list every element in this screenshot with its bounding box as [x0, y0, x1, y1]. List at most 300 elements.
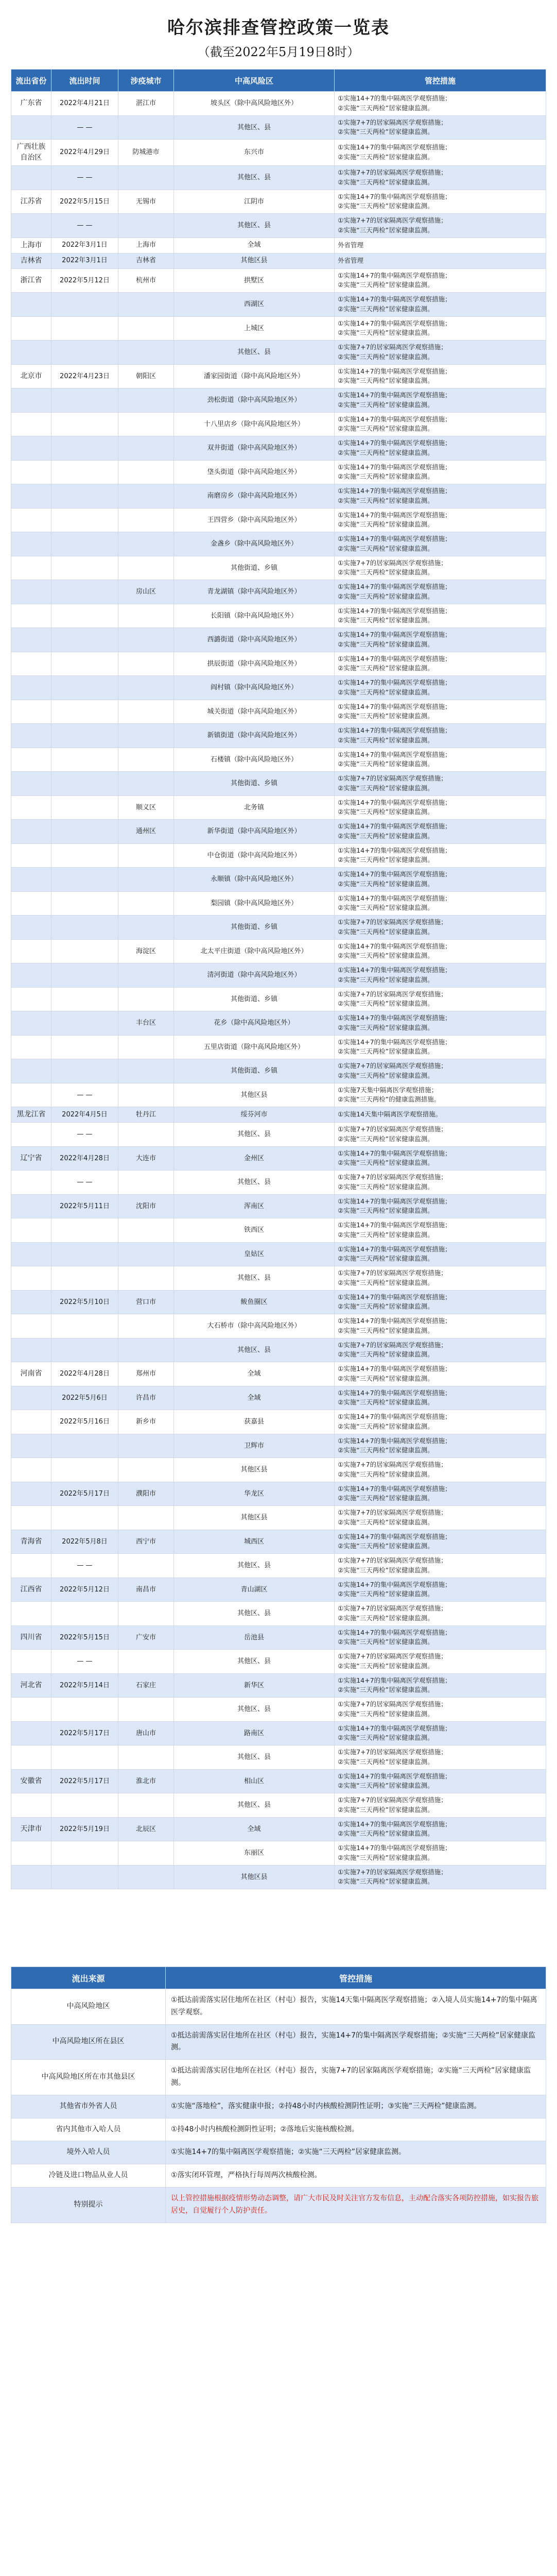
city-cell — [118, 1123, 174, 1147]
city-cell — [118, 1865, 174, 1889]
table2-body — [11, 1989, 546, 2223]
province-cell — [11, 604, 51, 628]
province-cell: 青海省 — [11, 1530, 51, 1554]
measures-cell: ①实施14+7的集中隔离医学观察措施； ②实施“三天两检”居家健康监测。 — [335, 795, 546, 820]
measures-cell: ①实施14+7的集中隔离医学观察措施； ②实施“三天两检”居家健康监测。 — [335, 1386, 546, 1410]
area-cell: 青山湖区 — [174, 1578, 335, 1602]
table-row — [11, 1083, 546, 1107]
table-row — [11, 868, 546, 892]
city-cell — [118, 1793, 174, 1818]
date-cell — [51, 820, 118, 844]
source-row — [11, 2164, 546, 2188]
date-cell: 2022年5月17日 — [51, 1482, 118, 1506]
province-cell — [11, 1290, 51, 1314]
measures-cell: ①实施14+7的集中隔离医学观察措施； ②实施“三天两检”居家健康监测。 — [335, 92, 546, 116]
measures-cell: ①实施14+7的集中隔离医学观察措施； ②实施“三天两检”居家健康监测。 — [335, 820, 546, 844]
city-cell — [118, 1458, 174, 1482]
area-cell: 全域 — [174, 1362, 335, 1386]
city-cell: 石家庄 — [118, 1673, 174, 1698]
table-row — [11, 1841, 546, 1866]
table-row — [11, 700, 546, 724]
measures-cell: ①实施7+7的居家隔离医学观察措施； ②实施“三天两检”居家健康监测。 — [335, 1506, 546, 1530]
city-cell: 西宁市 — [118, 1530, 174, 1554]
table-header-row — [11, 70, 546, 92]
province-cell — [11, 724, 51, 748]
area-cell: 劲松街道（除中高风险地区外） — [174, 388, 335, 413]
province-cell — [11, 820, 51, 844]
area-cell: 北太平庄街道（除中高风险地区外） — [174, 939, 335, 963]
area-cell: 其他区、县 — [174, 1698, 335, 1722]
table-row — [11, 1194, 546, 1218]
area-cell: 其他区、县 — [174, 1338, 335, 1362]
province-cell: 四川省 — [11, 1625, 51, 1650]
page-title: 哈尔滨排查管控政策一览表 — [167, 18, 390, 38]
table-row — [11, 1146, 546, 1171]
measures-cell: ①实施14+7的集中隔离医学观察措施； ②实施“三天两检”居家健康监测。 — [335, 652, 546, 676]
province-cell: 浙江省 — [11, 268, 51, 293]
date-cell — [51, 676, 118, 700]
province-cell — [11, 341, 51, 365]
table-row — [11, 1650, 546, 1674]
province-cell — [11, 1410, 51, 1434]
table-row — [11, 364, 546, 388]
area-cell: 坡头区（除中高风险地区外） — [174, 92, 335, 116]
area-cell: 相山区 — [174, 1769, 335, 1793]
date-cell — [51, 1011, 118, 1036]
area-cell: 新镇街道（除中高风险地区外） — [174, 724, 335, 748]
city-cell: 上海市 — [118, 238, 174, 253]
city-cell: 杭州市 — [118, 268, 174, 293]
area-cell: 五里店街道（除中高风险地区外） — [174, 1035, 335, 1059]
table-row — [11, 1673, 546, 1698]
header-measures: 管控措施 — [335, 70, 546, 92]
table-row — [11, 1745, 546, 1770]
table-row — [11, 1793, 546, 1818]
source-cell: 其他省市外省人员 — [11, 2095, 166, 2118]
province-cell — [11, 1218, 51, 1243]
province-cell — [11, 963, 51, 988]
area-cell: 其他街道、乡镇 — [174, 1059, 335, 1083]
table-row — [11, 238, 546, 253]
measures-cell: ①实施7+7的居家隔离医学观察措施； ②实施“三天两检”居家健康监测。 — [335, 1059, 546, 1083]
source-row — [11, 2060, 546, 2095]
city-cell — [118, 293, 174, 317]
measures-cell: ①实施14+7的集中隔离医学观察措施； ②实施“三天两检”居家健康监测。 — [335, 460, 546, 484]
province-cell — [11, 1171, 51, 1195]
area-cell: 中仓街道（除中高风险地区外） — [174, 843, 335, 868]
table-row — [11, 820, 546, 844]
province-cell — [11, 166, 51, 190]
city-cell: 唐山市 — [118, 1721, 174, 1745]
header-source-measures: 管控措施 — [166, 1967, 546, 1989]
province-cell: 广东省 — [11, 92, 51, 116]
measures-cell: ①实施14+7的集中隔离医学观察措施； ②实施“三天两检”居家健康监测。 — [335, 1817, 546, 1841]
area-cell: 东兴市 — [174, 140, 335, 166]
date-cell: 2022年4月21日 — [51, 92, 118, 116]
province-cell — [11, 1865, 51, 1889]
measures-cell: ①实施7+7的居家隔离医学观察措施； ②实施“三天两检”居家健康监测。 — [335, 1698, 546, 1722]
city-cell — [118, 963, 174, 988]
city-cell — [118, 1650, 174, 1674]
date-cell: 2022年5月6日 — [51, 1386, 118, 1410]
city-cell — [118, 484, 174, 509]
date-cell — [51, 1314, 118, 1338]
area-cell: 垡头街道（除中高风险地区外） — [174, 460, 335, 484]
city-cell — [118, 214, 174, 238]
area-cell: 浑南区 — [174, 1194, 335, 1218]
area-cell: 其他区县 — [174, 1083, 335, 1107]
table-row — [11, 963, 546, 988]
province-cell — [11, 652, 51, 676]
date-cell — [51, 700, 118, 724]
table-row — [11, 1410, 546, 1434]
province-cell: 北京市 — [11, 364, 51, 388]
measures-cell: ①实施14+7的集中隔离医学观察措施； ②实施“三天两检”居家健康监测。 — [335, 140, 546, 166]
table-row — [11, 460, 546, 484]
measures-cell: ①实施14+7的集中隔离医学观察措施； ②实施“三天两检”居家健康监测。 — [335, 436, 546, 461]
measures-cell: ①实施7+7的居家隔离医学观察措施； ②实施“三天两检”居家健康监测。 — [335, 1266, 546, 1291]
date-cell — [51, 436, 118, 461]
area-cell: 其他区、县 — [174, 1266, 335, 1291]
city-cell — [118, 1338, 174, 1362]
date-cell — [51, 556, 118, 580]
province-cell — [11, 916, 51, 940]
area-cell: 其他街道、乡镇 — [174, 987, 335, 1011]
province-cell — [11, 316, 51, 341]
control-table — [11, 69, 546, 1889]
table-row — [11, 1338, 546, 1362]
province-cell: 广西壮族自治区 — [11, 140, 51, 166]
date-cell — [51, 1602, 118, 1626]
table-row — [11, 1865, 546, 1889]
date-cell — [51, 724, 118, 748]
area-cell: 其他区、县 — [174, 341, 335, 365]
date-cell: 2022年5月11日 — [51, 1194, 118, 1218]
city-cell — [118, 987, 174, 1011]
date-cell — [51, 652, 118, 676]
area-cell: 南磨房乡（除中高风险地区外） — [174, 484, 335, 509]
measures-cell: ①实施7+7的居家隔离医学观察措施； ②实施“三天两检”居家健康监测。 — [335, 1338, 546, 1362]
area-cell: 西潞街道（除中高风险地区外） — [174, 628, 335, 652]
city-cell: 许昌市 — [118, 1386, 174, 1410]
table2-header-row — [11, 1967, 546, 1989]
date-cell — [51, 1841, 118, 1866]
measures-cell: ①实施14+7的集中隔离医学观察措施； ②实施“三天两检”居家健康监测。 — [335, 1721, 546, 1745]
table-row — [11, 1314, 546, 1338]
city-cell — [118, 604, 174, 628]
measures-cell: ①实施7+7的居家隔离医学观察措施； ②实施“三天两检”居家健康监测。 — [335, 1745, 546, 1770]
table-row — [11, 1817, 546, 1841]
province-cell — [11, 412, 51, 436]
province-cell — [11, 868, 51, 892]
date-cell — [51, 916, 118, 940]
province-cell — [11, 1059, 51, 1083]
date-cell: — — — [51, 1171, 118, 1195]
city-cell — [118, 166, 174, 190]
table-row — [11, 1171, 546, 1195]
source-row — [11, 2141, 546, 2164]
measures-cell: ①实施14+7的集中隔离医学观察措施； ②实施“三天两检”居家健康监测。 — [335, 1146, 546, 1171]
city-cell: 北辰区 — [118, 1817, 174, 1841]
measures-cell: ①实施14+7的集中隔离医学观察措施； ②实施“三天两检”居家健康监测。 — [335, 891, 546, 916]
area-cell: 梨园镇（除中高风险地区外） — [174, 891, 335, 916]
area-cell: 其他区、县 — [174, 1171, 335, 1195]
province-cell — [11, 1745, 51, 1770]
source-cell: 中高风险地区所在市其他县区 — [11, 2060, 166, 2095]
area-cell: 王四营乡（除中高风险地区外） — [174, 508, 335, 532]
city-cell — [118, 628, 174, 652]
measures-cell: ①实施14+7的集中隔离医学观察措施； ②实施“三天两检”居家健康监测。 — [335, 364, 546, 388]
table-row — [11, 253, 546, 268]
measures-cell: ①实施14+7的集中隔离医学观察措施； ②实施“三天两检”居家健康监测。 — [335, 293, 546, 317]
area-cell: 永顺镇（除中高风险地区外） — [174, 868, 335, 892]
table-row — [11, 1698, 546, 1722]
date-cell — [51, 508, 118, 532]
table-row — [11, 166, 546, 190]
date-cell: 2022年5月16日 — [51, 1410, 118, 1434]
table-row — [11, 1242, 546, 1266]
header-province: 流出省份 — [11, 70, 51, 92]
area-cell: 其他街道、乡镇 — [174, 556, 335, 580]
date-cell — [51, 843, 118, 868]
measures-cell: ①实施7+7的居家隔离医学观察措施； ②实施“三天两检”居家健康监测。 — [335, 772, 546, 796]
table-row — [11, 1482, 546, 1506]
table-row — [11, 316, 546, 341]
table-row — [11, 115, 546, 140]
table-row — [11, 628, 546, 652]
city-cell — [118, 676, 174, 700]
measures-cell: ①实施14+7的集中隔离医学观察措施； ②实施“三天两检”居家健康监测。 — [335, 748, 546, 772]
date-cell — [51, 628, 118, 652]
area-cell: 其他区、县 — [174, 1123, 335, 1147]
city-cell: 营口市 — [118, 1290, 174, 1314]
province-cell — [11, 1266, 51, 1291]
area-cell: 其他区、县 — [174, 1602, 335, 1626]
city-cell — [118, 772, 174, 796]
source-row — [11, 2187, 546, 2223]
measures-cell: ①实施7+7的居家隔离医学观察措施； ②实施“三天两检”居家健康监测。 — [335, 1793, 546, 1818]
province-cell — [11, 628, 51, 652]
date-cell: 2022年5月15日 — [51, 190, 118, 214]
table-row — [11, 508, 546, 532]
date-cell — [51, 963, 118, 988]
area-cell: 东丽区 — [174, 1841, 335, 1866]
province-cell — [11, 1793, 51, 1818]
area-cell: 北务镇 — [174, 795, 335, 820]
city-cell — [118, 1745, 174, 1770]
province-cell — [11, 508, 51, 532]
province-cell — [11, 700, 51, 724]
source-measures-cell: ①抵达前需落实居住地所在社区（村屯）报告，实施7+7的居家隔离医学观察措施；②实施“三天两检”居家健康监测。 — [166, 2060, 546, 2095]
table-row — [11, 1602, 546, 1626]
area-cell: 其他区县 — [174, 253, 335, 268]
date-cell — [51, 1458, 118, 1482]
table-row — [11, 293, 546, 317]
province-cell — [11, 115, 51, 140]
city-cell — [118, 1035, 174, 1059]
table-row — [11, 214, 546, 238]
table-row — [11, 1386, 546, 1410]
province-cell — [11, 556, 51, 580]
area-cell: 路南区 — [174, 1721, 335, 1745]
measures-cell: ①实施14+7的集中隔离医学观察措施； ②实施“三天两检”居家健康监测。 — [335, 1530, 546, 1554]
date-cell: 2022年5月12日 — [51, 268, 118, 293]
city-cell — [118, 1602, 174, 1626]
area-cell: 青龙湖镇（除中高风险地区外） — [174, 580, 335, 604]
area-cell: 全域 — [174, 238, 335, 253]
source-cell: 省内其他市入哈人员 — [11, 2118, 166, 2141]
area-cell: 拱辰街道（除中高风险地区外） — [174, 652, 335, 676]
measures-cell: ①实施14+7的集中隔离医学观察措施； ②实施“三天两检”居家健康监测。 — [335, 676, 546, 700]
city-cell — [118, 1171, 174, 1195]
source-row — [11, 2095, 546, 2118]
table-row — [11, 1578, 546, 1602]
province-cell — [11, 1650, 51, 1674]
city-cell: 朝阳区 — [118, 364, 174, 388]
table-row — [11, 388, 546, 413]
province-cell — [11, 891, 51, 916]
date-cell — [51, 1865, 118, 1889]
date-cell — [51, 1698, 118, 1722]
measures-cell: ①实施14+7的集中隔离医学观察措施； ②实施“三天两检”居家健康监测。 — [335, 604, 546, 628]
area-cell: 西湖区 — [174, 293, 335, 317]
province-cell — [11, 293, 51, 317]
city-cell — [118, 460, 174, 484]
table-row — [11, 140, 546, 166]
measures-cell: ①实施14+7的集中隔离医学观察措施； ②实施“三天两检”居家健康监测。 — [335, 1410, 546, 1434]
measures-cell: ①实施14+7的集中隔离医学观察措施； ②实施“三天两检”居家健康监测。 — [335, 1362, 546, 1386]
city-cell: 南昌市 — [118, 1578, 174, 1602]
measures-cell: ①实施14+7的集中隔离医学观察措施； ②实施“三天两检”居家健康监测。 — [335, 1625, 546, 1650]
measures-cell: ①实施14+7的集中隔离医学观察措施； ②实施“三天两检”居家健康监测。 — [335, 1194, 546, 1218]
city-cell — [118, 115, 174, 140]
measures-cell: ①实施14天集中隔离医学观察措施。 — [335, 1107, 546, 1123]
city-cell: 通州区 — [118, 820, 174, 844]
date-cell: 2022年3月1日 — [51, 238, 118, 253]
city-cell: 牡丹江 — [118, 1107, 174, 1123]
area-cell: 金州区 — [174, 1146, 335, 1171]
date-cell — [51, 341, 118, 365]
measures-cell: 外省管理 — [335, 238, 546, 253]
date-cell: — — — [51, 214, 118, 238]
table-row — [11, 843, 546, 868]
date-cell: 2022年4月28日 — [51, 1146, 118, 1171]
area-cell: 江阴市 — [174, 190, 335, 214]
province-cell: 安徽省 — [11, 1769, 51, 1793]
city-cell: 丰台区 — [118, 1011, 174, 1036]
measures-cell: ①实施7+7的居家隔离医学观察措施； ②实施“三天两检”居家健康监测。 — [335, 1602, 546, 1626]
date-cell — [51, 1035, 118, 1059]
date-cell: 2022年4月23日 — [51, 364, 118, 388]
area-cell: 花乡（除中高风险地区外） — [174, 1011, 335, 1036]
area-cell: 卫辉市 — [174, 1434, 335, 1458]
city-cell: 无锡市 — [118, 190, 174, 214]
measures-cell: ①实施14+7的集中隔离医学观察措施； ②实施“三天两检”居家健康监测。 — [335, 1242, 546, 1266]
date-cell: 2022年5月12日 — [51, 1578, 118, 1602]
measures-cell: ①实施14+7的集中隔离医学观察措施； ②实施“三天两检”居家健康监测。 — [335, 1035, 546, 1059]
province-cell — [11, 676, 51, 700]
city-cell — [118, 1218, 174, 1243]
measures-cell: ①实施7天集中隔离医学观察措施； ②实施“三天两检”的健康监测措施。 — [335, 1083, 546, 1107]
date-cell — [51, 868, 118, 892]
city-cell — [118, 1266, 174, 1291]
measures-cell: ①实施7+7的居家隔离医学观察措施； ②实施“三天两检”居家健康监测。 — [335, 214, 546, 238]
area-cell: 获嘉县 — [174, 1410, 335, 1434]
source-measures-cell: ①抵达前需落实居住地所在社区（村屯）报告，实施14+7的集中隔离医学观察措施；②实施“三天两检”居家健康监测。 — [166, 2024, 546, 2060]
area-cell: 城西区 — [174, 1530, 335, 1554]
area-cell: 鲅鱼圈区 — [174, 1290, 335, 1314]
measures-cell: ①实施14+7的集中隔离医学观察措施； ②实施“三天两检”居家健康监测。 — [335, 1314, 546, 1338]
table-row — [11, 1011, 546, 1036]
area-cell: 阎村镇（除中高风险地区外） — [174, 676, 335, 700]
measures-cell: ①实施7+7的居家隔离医学观察措施； ②实施“三天两检”居家健康监测。 — [335, 556, 546, 580]
city-cell — [118, 1506, 174, 1530]
province-cell: 河南省 — [11, 1362, 51, 1386]
city-cell — [118, 748, 174, 772]
measures-cell: ①实施7+7的居家隔离医学观察措施； ②实施“三天两检”居家健康监测。 — [335, 1650, 546, 1674]
city-cell — [118, 556, 174, 580]
city-cell: 郑州市 — [118, 1362, 174, 1386]
province-cell — [11, 460, 51, 484]
province-cell — [11, 1083, 51, 1107]
area-cell: 大石桥市（除中高风险地区外） — [174, 1314, 335, 1338]
table-row — [11, 580, 546, 604]
date-cell: — — — [51, 115, 118, 140]
source-table — [11, 1967, 546, 2223]
city-cell: 吉林省 — [118, 253, 174, 268]
city-cell — [118, 868, 174, 892]
province-cell — [11, 843, 51, 868]
page — [11, 0, 546, 2223]
city-cell — [118, 388, 174, 413]
source-measures-cell: ①实施14+7的集中隔离医学观察措施；②实施“三天两检”居家健康监测。 — [166, 2141, 546, 2164]
section-gap — [11, 1889, 546, 1967]
area-cell: 岳池县 — [174, 1625, 335, 1650]
measures-cell: ①实施7+7的居家隔离医学观察措施； ②实施“三天两检”居家健康监测。 — [335, 1458, 546, 1482]
measures-cell: ①实施7+7的居家隔离医学观察措施； ②实施“三天两检”居家健康监测。 — [335, 1123, 546, 1147]
city-cell: 濮阳市 — [118, 1482, 174, 1506]
date-cell — [51, 1059, 118, 1083]
measures-cell: ①实施14+7的集中隔离医学观察措施； ②实施“三天两检”居家健康监测。 — [335, 1841, 546, 1866]
city-cell — [118, 724, 174, 748]
area-cell: 全域 — [174, 1817, 335, 1841]
measures-cell: ①实施7+7的居家隔离医学观察措施； ②实施“三天两检”居家健康监测。 — [335, 115, 546, 140]
measures-cell: ①实施7+7的居家隔离医学观察措施； ②实施“三天两检”居家健康监测。 — [335, 916, 546, 940]
date-cell — [51, 1745, 118, 1770]
city-cell — [118, 1554, 174, 1578]
measures-cell: ①实施7+7的居家隔离医学观察措施； ②实施“三天两检”居家健康监测。 — [335, 1865, 546, 1889]
table-row — [11, 1123, 546, 1147]
area-cell: 其他区、县 — [174, 166, 335, 190]
city-cell: 湛江市 — [118, 92, 174, 116]
date-cell — [51, 939, 118, 963]
area-cell: 其他区、县 — [174, 115, 335, 140]
source-cell: 中高风险地区 — [11, 1989, 166, 2025]
measures-cell: ①实施14+7的集中隔离医学观察措施； ②实施“三天两检”居家健康监测。 — [335, 412, 546, 436]
measures-cell: ①实施14+7的集中隔离医学观察措施； ②实施“三天两检”居家健康监测。 — [335, 724, 546, 748]
province-cell — [11, 1482, 51, 1506]
measures-cell: ①实施7+7的居家隔离医学观察措施； ②实施“三天两检”居家健康监测。 — [335, 1554, 546, 1578]
city-cell: 沈阳市 — [118, 1194, 174, 1218]
date-cell: 2022年5月14日 — [51, 1673, 118, 1698]
date-cell: 2022年5月17日 — [51, 1769, 118, 1793]
page-subtitle: （截至2022年5月19日8时） — [197, 45, 360, 59]
measures-cell: ①实施14+7的集中隔离医学观察措施； ②实施“三天两检”居家健康监测。 — [335, 268, 546, 293]
table-row — [11, 652, 546, 676]
measures-cell: ①实施14+7的集中隔离医学观察措施； ②实施“三天两检”居家健康监测。 — [335, 190, 546, 214]
city-cell — [118, 1314, 174, 1338]
measures-cell: ①实施14+7的集中隔离医学观察措施； ②实施“三天两检”居家健康监测。 — [335, 1578, 546, 1602]
